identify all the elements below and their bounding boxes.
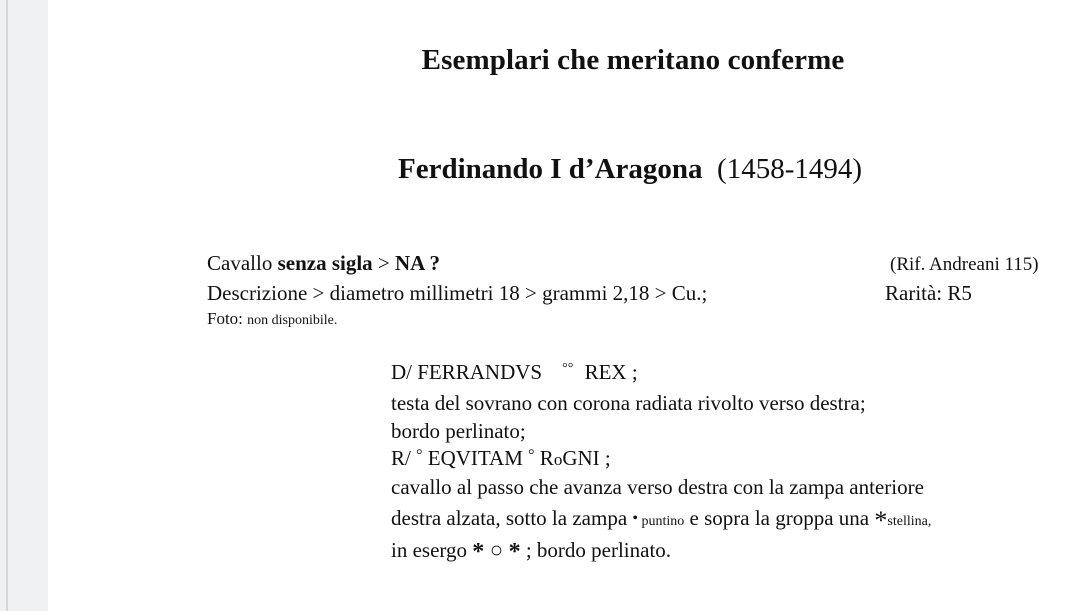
rarity: Rarità: R5: [885, 281, 972, 305]
reverse-small-o: o: [553, 450, 563, 469]
left-scroll-gutter: [0, 0, 48, 611]
reverse-line-2b: e sopra la groppa una: [684, 506, 875, 530]
exergue-star-left: *: [472, 539, 485, 565]
reverse-line-2a: destra alzata, sotto la zampa: [391, 506, 633, 530]
reference: (Rif. Andreani 115): [890, 254, 1039, 275]
reverse-legend-b: EQVITAM: [422, 446, 529, 470]
reverse-legend-c: R: [534, 446, 554, 470]
bullet-mark: •: [632, 510, 638, 527]
reverse-line-3b: ; bordo perlinato.: [520, 538, 672, 562]
obverse-dots: °°: [562, 361, 574, 376]
obverse-legend-a: D/ FERRANDVS: [391, 360, 543, 384]
reverse-legend-a: R/: [391, 446, 417, 470]
exergue-circle: ○: [484, 537, 509, 562]
obverse-description-1: testa del sovrano con corona radiata rivolto verso destra;: [391, 391, 866, 415]
description-line: Descrizione > diametro millimetri 18 > grammi 2,18 > Cu.;: [207, 281, 708, 305]
mint-mark: NA ?: [395, 251, 440, 275]
document-page: [48, 0, 1080, 611]
ruler-name: Ferdinando I d’Aragona: [397, 153, 703, 185]
reverse-line-3: [391, 537, 671, 566]
reverse-legend-d: GNI ;: [562, 446, 611, 470]
gutter-divider: [6, 0, 8, 611]
photo-label: Foto:: [207, 309, 248, 328]
coin-type-line: [207, 251, 440, 276]
reverse-line-1: cavallo al passo che avanza verso destra con la zampa anteriore: [391, 475, 924, 499]
puntino-label: puntino: [638, 514, 685, 529]
photo-line: [207, 309, 337, 329]
photo-value: non disponibile.: [247, 313, 338, 328]
ruler-heading: [48, 153, 1080, 186]
stellina-label: stellina,: [887, 514, 932, 529]
reverse-line-2: [391, 506, 931, 536]
coin-type-gt: >: [372, 251, 396, 275]
page-heading: Esemplari che meritano conferme: [421, 44, 845, 76]
star-mark: *: [874, 506, 888, 535]
reverse-legend: [391, 446, 611, 471]
obverse-legend: [391, 360, 638, 385]
reverse-deg-1: °: [416, 447, 423, 464]
obverse-legend-b: REX ;: [579, 360, 638, 384]
exergue-star-right: *: [508, 539, 521, 565]
reverse-line-3a: in esergo: [391, 538, 473, 562]
coin-type-prefix: Cavallo: [207, 251, 278, 275]
coin-type-bold: senza sigla: [277, 251, 373, 275]
reverse-deg-2: °: [528, 447, 535, 464]
obverse-description-2: bordo perlinato;: [391, 419, 526, 443]
ruler-dates: (1458-1494): [717, 153, 863, 185]
